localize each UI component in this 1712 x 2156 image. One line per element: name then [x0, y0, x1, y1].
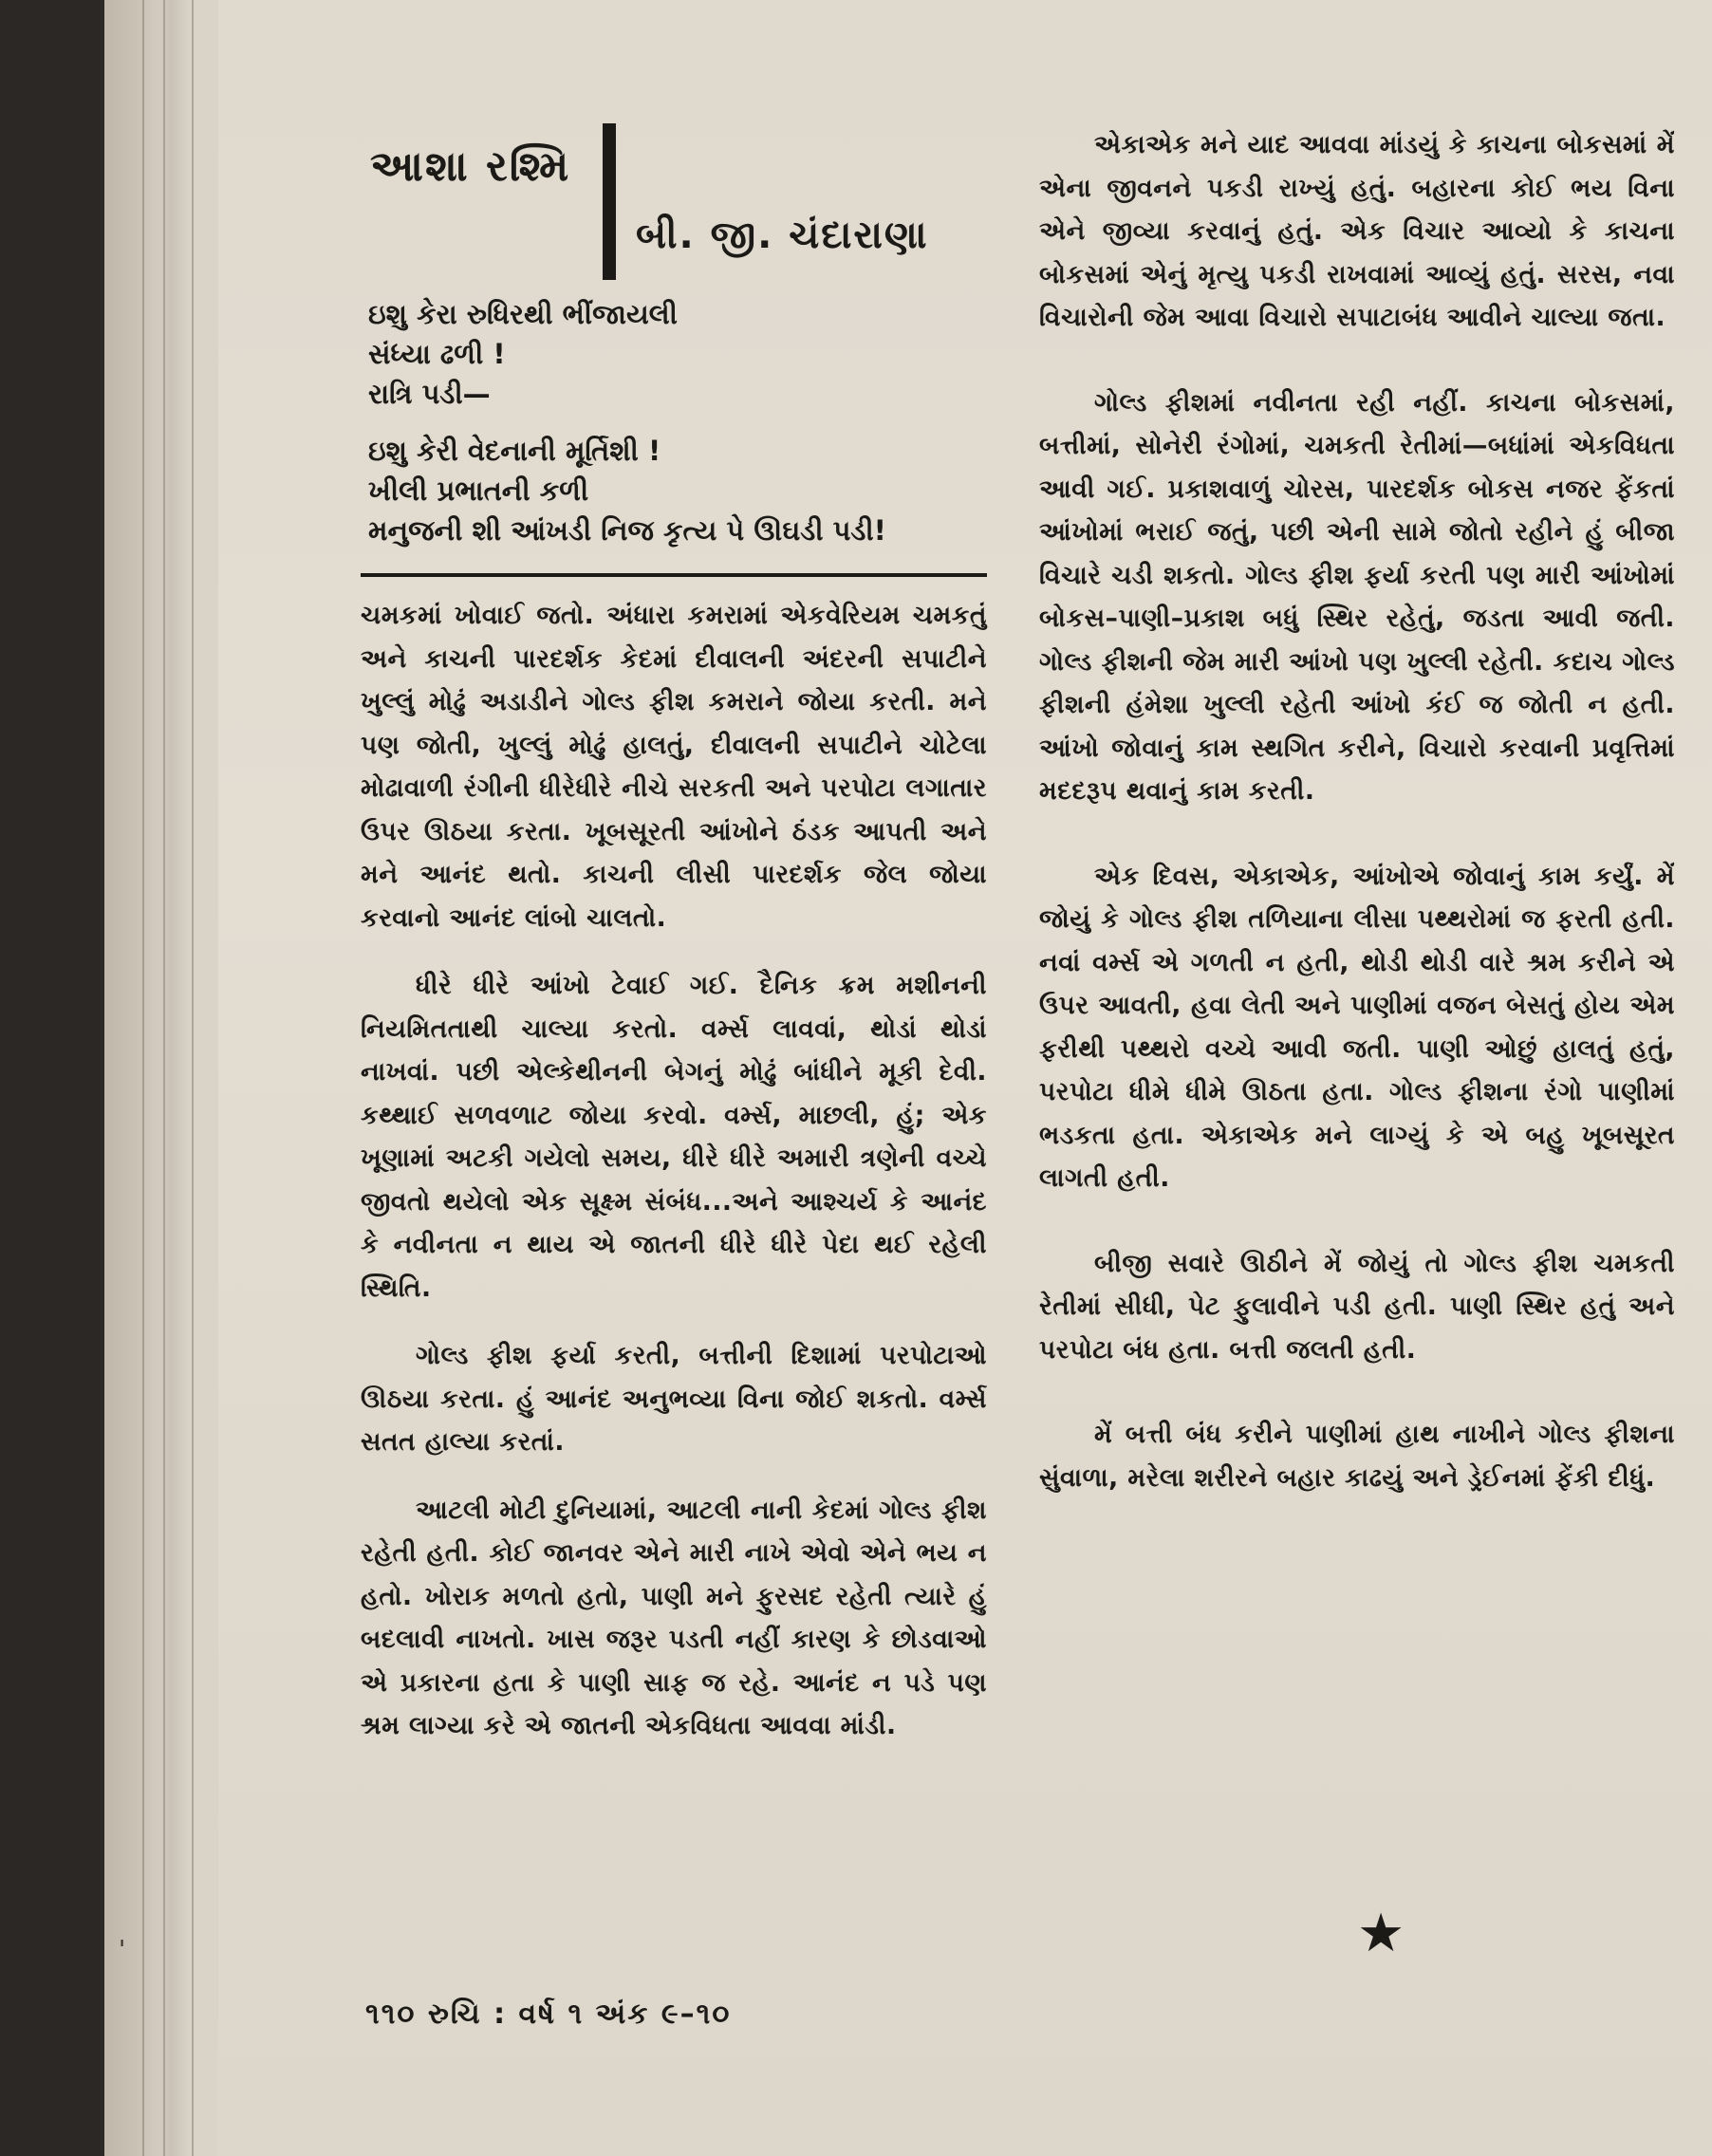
left-column — [361, 114, 987, 1773]
body-paragraph: ગોલ્ડ ફીશ ફર્યા કરતી, બત્તીની દિશામાં પરપોટાઓ ઊઠયા કરતા. હું આનંદ અનુભવ્યા વિના જોઈ શકતો. વર્મ્સ સતત હાલ્યા કરતાં. — [361, 1341, 987, 1457]
poem-line: ખીલી પ્રભાતની કળી — [368, 474, 589, 507]
article-author: બી. જી. ચંદારાણા — [636, 214, 929, 257]
epigraph-poem — [361, 294, 987, 550]
page-edge — [192, 0, 194, 2156]
page-footer: ૧૧૦ રુચિ : વર્ષ ૧ અંક ૯–૧૦ — [365, 1998, 732, 2031]
article-title: આશા રશ્મિ — [370, 142, 571, 191]
page-edge — [142, 0, 144, 2156]
body-paragraph: ધીરે ધીરે આંખો ટેવાઈ ગઈ. દૈનિક ક્રમ મશીનની નિયમિતતાથી ચાલ્યા કરતો. વર્મ્સ લાવવાં, થોડાં થોડાં નાખવાં. પછી એલ્કેથીનની બેગનું મોઢું બાંધીને મૂકી દેવી. કથ્થાઈ સળવળાટ જોયા કરવો. વર્મ્સ, માછલી, હું; એક ખૂણામાં અટકી ગયેલો સમય, ધીરે ધીરે અમારી ત્રણેની વચ્ચે જીવતો થયેલો એક સૂક્ષ્મ સંબંધ...અને આશ્ચર્ય કે આનંદ કે નવીનતા ન થાય એ જાતની ધીરે ધીરે પેદા થઈ રહેલી સ્થિતિ. — [361, 971, 987, 1303]
body-paragraph: ચમકમાં ખોવાઈ જતો. અંધારા કમરામાં એકવેરિયમ ચમકતું અને કાચની પારદર્શક કેદમાં દીવાલની અંદરની સપાટીને ખુલ્લું મોઢું અડાડીને ગોલ્ડ ફીશ કમરાને જોયા કરતી. મને પણ જોતી, ખુલ્લું મોઢું હાલતું, દીવાલની સપાટીને ચોટેલા મોઢાવાળી રંગીની ધીરેધીરે નીચે સરકતી અને પરપોટા લગાતાર ઉપર ઊઠયા કરતા. ખૂબસૂરતી આંખોને ઠંડક આપતી અને મને આનંદ થતો. કાચની લીસી પારદર્શક જેલ જોયા કરવાનો આનંદ લાંબો ચાલતો. — [361, 601, 987, 933]
article-header — [361, 114, 987, 294]
body-paragraph: બીજી સવારે ઊઠીને મેં જોયું તો ગોલ્ડ ફીશ ચમકતી રેતીમાં સીધી, પેટ ફુલાવીને પડી હતી. પાણી સ્થિર હતું અને પરપોટા બંધ હતા. બત્તી જલતી હતી. — [1039, 1248, 1675, 1365]
header-vertical-rule — [603, 123, 616, 280]
page-edge — [163, 0, 165, 2156]
poem-line: ઇશુ કેરી વેદનાની મૂર્તિશી ! — [368, 435, 661, 467]
poem-line: મનુજની શી આંખડી નિજ કૃત્ય પે ઊઘડી પડી! — [368, 514, 886, 547]
body-paragraph: આટલી મોટી દુનિયામાં, આટલી નાની કેદમાં ગોલ્ડ ફીશ રહેતી હતી. કોઈ જાનવર એને મારી નાખે એવો એને ભય ન હતો. ખોરાક મળતો હતો, પાણી મને ફુરસદ રહેતી ત્યારે હું બદલાવી નાખતો. ખાસ જરૂર પડતી નહીં કારણ કે છોડવાઓ એ પ્રકારના હતા કે પાણી સાફ જ રહે. આનંદ ન પડે પણ શ્રમ લાગ્યા કરે એ જાતની એકવિધતા આવવા માંડી. — [361, 1495, 987, 1740]
margin-mark: ' — [119, 1936, 126, 1964]
body-paragraph: મેં બત્તી બંધ કરીને પાણીમાં હાથ નાખીને ગોલ્ડ ફીશના સુંવાળા, મરેલા શરીરને બહાર કાઢયું અને ડ્રેઈનમાં ફેંકી દીધું. — [1039, 1420, 1675, 1493]
end-star-icon: ★ — [1357, 1903, 1405, 1964]
poem-line: સંધ્યા ઢળી ! — [368, 338, 506, 370]
section-divider — [361, 573, 987, 577]
body-paragraph: એકાએક મને યાદ આવવા માંડયું કે કાચના બોકસમાં મેં એના જીવનને પકડી રાખ્યું હતું. બહારના કોઈ ભય વિના એને જીવ્યા કરવાનું હતું. એક વિચાર આવ્યો કે કાચના બોકસમાં એનું મૃત્યુ પકડી રાખવામાં આવ્યું હતું. સરસ, નવા વિચારોની જેમ આવા વિચારો સપાટાબંધ આવીને ચાલ્યા જતા. — [1039, 130, 1675, 332]
right-column — [1039, 123, 1675, 1541]
body-paragraph: એક દિવસ, એકાએક, આંખોએ જોવાનું કામ કર્યું. મેં જોયું કે ગોલ્ડ ફીશ તળિયાના લીસા પથ્થરોમાં જ ફરતી હતી. નવાં વર્મ્સ એ ગળતી ન હતી, થોડી થોડી વારે શ્રમ કરીને એ ઉપર આવતી, હવા લેતી અને પાણીમાં વજન બેસતું હોય એમ ફરીથી પથ્થરો વચ્ચે આવી જતી. પાણી ઓછું હાલતું હતું, પરપોટા ધીમે ધીમે ઊઠતા હતા. ગોલ્ડ ફીશના રંગો પાણીમાં ભડકતા હતા. એકાએક મને લાગ્યું કે એ બહુ ખૂબસૂરત લાગતી હતી. — [1039, 861, 1675, 1193]
poem-line: રાત્રિ પડી— — [368, 378, 491, 410]
body-paragraph: ગોલ્ડ ફીશમાં નવીનતા રહી નહીં. કાચના બોકસમાં, બત્તીમાં, સોનેરી રંગોમાં, ચમકતી રેતીમાં—બધાંમાં એકવિધતા આવી ગઈ. પ્રકાશવાળું ચોરસ, પારદર્શક બોકસ નજર ફેંકતાં આંખોમાં ભરાઈ જતું, પછી એની સામે જોતો રહીને હું બીજા વિચારે ચડી શકતો. ગોલ્ડ ફીશ ફર્યા કરતી પણ મારી આંખોમાં બોકસ–પાણી–પ્રકાશ બધું સ્થિર રહેતું, જડતા આવી જતી. ગોલ્ડ ફીશની જેમ મારી આંખો પણ ખુલ્લી રહેતી. કદાચ ગોલ્ડ ફીશની હંમેશા ખુલ્લી રહેતી આંખો કંઈ જ જોતી ન હતી. આંખો જોવાનું કામ સ્થગિત કરીને, વિચારો કરવાની પ્રવૃત્તિમાં મદદરૂપ થવાનું કામ કરતી. — [1039, 387, 1675, 806]
poem-line: ઇશુ કેરા રુધિરથી ભીંજાયલી — [368, 298, 678, 330]
